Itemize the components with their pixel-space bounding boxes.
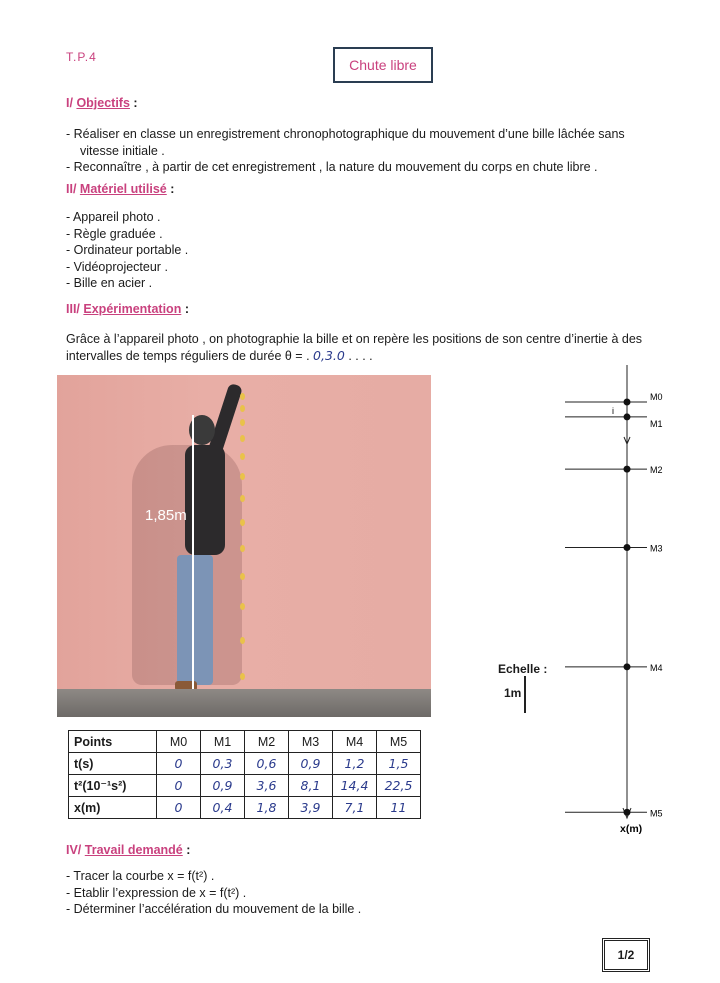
table-cell: 0,6	[245, 753, 289, 775]
diagram-points	[565, 392, 663, 818]
person-legs	[177, 555, 213, 685]
list-item: - Reconnaître , à partir de cet enregistrement , la nature du mouvement du corps en chute libre .	[66, 160, 598, 174]
section-title: Expérimentation	[83, 302, 182, 316]
table-row-label: t(s)	[69, 753, 157, 775]
table-cell: 8,1	[289, 775, 333, 797]
ball-mark	[240, 673, 245, 680]
chronophotograph	[57, 375, 431, 717]
table-row	[69, 797, 421, 819]
height-line	[192, 415, 194, 692]
position-label: M0	[650, 392, 663, 402]
ball-mark	[240, 637, 245, 644]
ball-mark	[240, 419, 245, 426]
table-row-label: x(m)	[69, 797, 157, 819]
arrow-mark: i	[612, 406, 614, 416]
section-objectifs-heading	[66, 96, 138, 110]
section-colon: :	[170, 182, 175, 196]
trajectory-diagram	[490, 360, 690, 850]
height-label: 1,85m	[145, 507, 187, 524]
table-cell: 1,2	[333, 753, 377, 775]
ball-mark	[240, 405, 245, 412]
position-label: M2	[650, 465, 663, 476]
table-header-cell: M3	[289, 731, 333, 753]
table-cell: 0	[157, 797, 201, 819]
ball-mark	[240, 519, 245, 526]
position-point	[624, 413, 631, 420]
table-row	[69, 731, 421, 753]
section-experimentation-heading	[66, 302, 189, 316]
ball-mark	[240, 473, 245, 480]
list-item: - Vidéoprojecteur .	[66, 259, 168, 274]
table-header-cell: M2	[245, 731, 289, 753]
list-item: - Ordinateur portable .	[66, 243, 189, 257]
table-cell: 7,1	[333, 797, 377, 819]
ball-mark	[240, 435, 245, 442]
position-point	[624, 663, 631, 670]
section-colon: :	[184, 302, 189, 316]
section-colon: :	[133, 96, 138, 110]
table-header-cell: M1	[201, 731, 245, 753]
section-number: II/	[66, 182, 77, 196]
table-cell: 11	[377, 797, 421, 819]
list-item: vitesse initiale .	[80, 143, 165, 158]
table-row	[69, 753, 421, 775]
travail-list	[66, 868, 361, 918]
materiel-list	[66, 209, 188, 292]
paragraph-line: Grâce à l’appareil photo , on photographie la bille et on repère les positions de son centre d’inertie à des	[66, 332, 643, 346]
table-cell: 3,9	[289, 797, 333, 819]
table-cell: 1,8	[245, 797, 289, 819]
section-travail-heading	[66, 843, 190, 857]
table-cell: 0,4	[201, 797, 245, 819]
list-item: - Bille en acier .	[66, 276, 153, 290]
position-label: M5	[650, 808, 663, 819]
ball-mark	[240, 453, 245, 460]
list-item: - Déterminer l’accélération du mouvement de la bille .	[66, 902, 362, 916]
ball-mark	[240, 545, 245, 552]
page-title: Chute libre	[333, 47, 433, 83]
position-point	[624, 399, 631, 406]
table-row	[69, 775, 421, 797]
section-number: I/	[66, 96, 73, 110]
table-cell: 0,9	[289, 753, 333, 775]
table-cell: 0	[157, 753, 201, 775]
table-cell: 0,9	[201, 775, 245, 797]
theta-value: 0,3.0	[313, 347, 345, 363]
photo-ground	[57, 689, 431, 717]
position-point	[624, 809, 631, 816]
objectifs-list	[66, 126, 666, 176]
theta-suffix: . . . .	[348, 348, 373, 363]
table-header-cell: M4	[333, 731, 377, 753]
section-number: IV/	[66, 843, 82, 857]
theta-prefix: intervalles de temps réguliers de durée θ = .	[66, 348, 310, 363]
section-title: Travail demandé	[84, 843, 183, 857]
tp-label: T.P.4	[66, 50, 97, 64]
position-point	[624, 544, 631, 551]
section-materiel-heading	[66, 182, 174, 196]
section-title: Matériel utilisé	[79, 182, 167, 196]
ball-mark	[240, 573, 245, 580]
scale-bar	[524, 676, 526, 713]
section-title: Objectifs	[76, 96, 130, 110]
list-item: - Réaliser en classe un enregistrement chronophotographique du mouvement d’une bille lâchée sans	[66, 127, 625, 141]
table-cell: 0,3	[201, 753, 245, 775]
table-cell: 22,5	[377, 775, 421, 797]
section-colon: :	[186, 843, 191, 857]
table-cell: 3,6	[245, 775, 289, 797]
position-point	[624, 466, 631, 473]
table-header-cell: M0	[157, 731, 201, 753]
measurements-table	[68, 730, 421, 819]
ball-mark	[240, 603, 245, 610]
scale-label: Echelle :	[498, 662, 548, 676]
list-item: - Règle graduée .	[66, 226, 163, 241]
page-number: 1/2	[602, 938, 650, 972]
table-cell: 14,4	[333, 775, 377, 797]
axis-label: x(m)	[620, 823, 643, 835]
table-cell: 1,5	[377, 753, 421, 775]
table-header-cell: Points	[69, 731, 157, 753]
table-cell: 0	[157, 775, 201, 797]
person-body	[185, 445, 225, 555]
ball-mark	[240, 393, 245, 400]
position-label: M4	[650, 662, 663, 673]
table-header-cell: M5	[377, 731, 421, 753]
section-number: III/	[66, 302, 80, 316]
list-item: - Etablir l’expression de x = f(t²) .	[66, 885, 247, 900]
list-item: - Tracer la courbe x = f(t²) .	[66, 869, 215, 883]
ball-mark	[240, 495, 245, 502]
scale-value: 1m	[504, 686, 522, 700]
position-label: M3	[650, 543, 663, 554]
list-item: - Appareil photo .	[66, 210, 161, 224]
position-label: M1	[650, 418, 663, 429]
table-row-label: t²(10⁻¹s²)	[69, 775, 157, 797]
